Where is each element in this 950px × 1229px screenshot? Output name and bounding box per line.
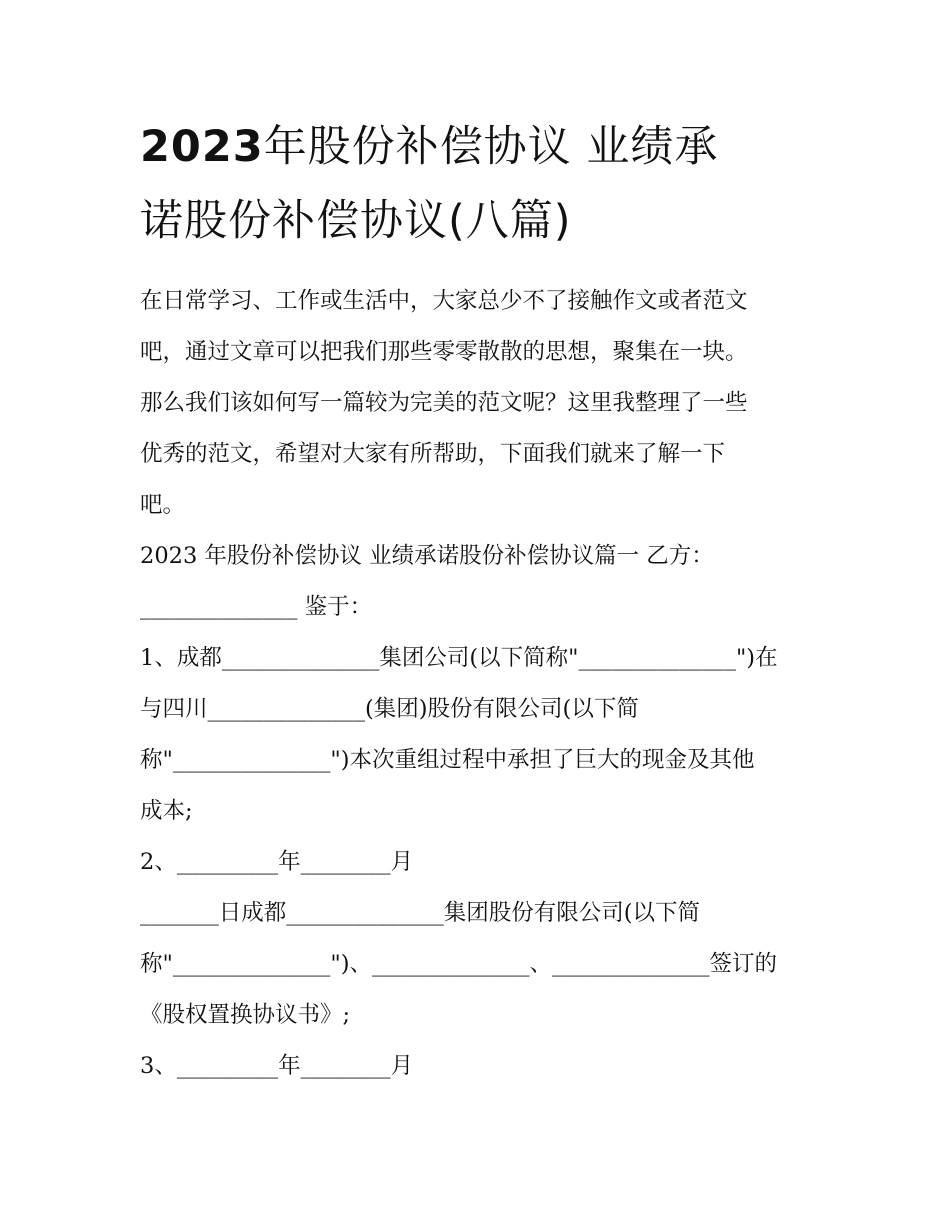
intro-line: 优秀的范文，希望对大家有所帮助，下面我们就来了解一下 bbox=[140, 441, 726, 467]
intro-line: 吧，通过文章可以把我们那些零零散散的思想，聚集在一块。 bbox=[140, 339, 748, 365]
intro-line: 在日常学习、工作或生活中，大家总少不了接触作文或者范文 bbox=[140, 288, 748, 314]
body-line: ______________ 鉴于： bbox=[140, 594, 373, 620]
intro-line: 那么我们该如何写一篇较为完美的范文呢？这里我整理了一些 bbox=[140, 390, 748, 416]
body-line: 称"______________")本次重组过程中承担了巨大的现金及其他 bbox=[140, 747, 755, 773]
body-line: 成本; bbox=[140, 798, 193, 824]
body-line: 1、成都______________集团公司(以下简称"______________")在 bbox=[140, 645, 778, 671]
body-line: 2、_________年________月 bbox=[140, 849, 414, 875]
intro-line: 吧。 bbox=[140, 492, 186, 518]
body-line: 3、_________年________月 bbox=[140, 1053, 414, 1079]
body-line: 2023 年股份补偿协议 业绩承诺股份补偿协议篇一 乙方： bbox=[140, 543, 714, 569]
document-page bbox=[140, 110, 820, 1092]
title-year: 2023 bbox=[140, 122, 264, 172]
body-line: _______日成都______________集团股份有限公司(以下简 bbox=[140, 900, 701, 926]
body-line: 《股权置换协议书》; bbox=[140, 1002, 351, 1028]
body-line: 称"______________")、______________、______________签订的 bbox=[140, 951, 777, 977]
title-line1: 年股份补偿协议 业绩承 bbox=[263, 122, 719, 172]
body-line: 与四川______________(集团)股份有限公司(以下简 bbox=[140, 696, 639, 722]
title-line2: 诺股份补偿协议(八篇) bbox=[140, 196, 572, 246]
document-title bbox=[140, 110, 820, 258]
